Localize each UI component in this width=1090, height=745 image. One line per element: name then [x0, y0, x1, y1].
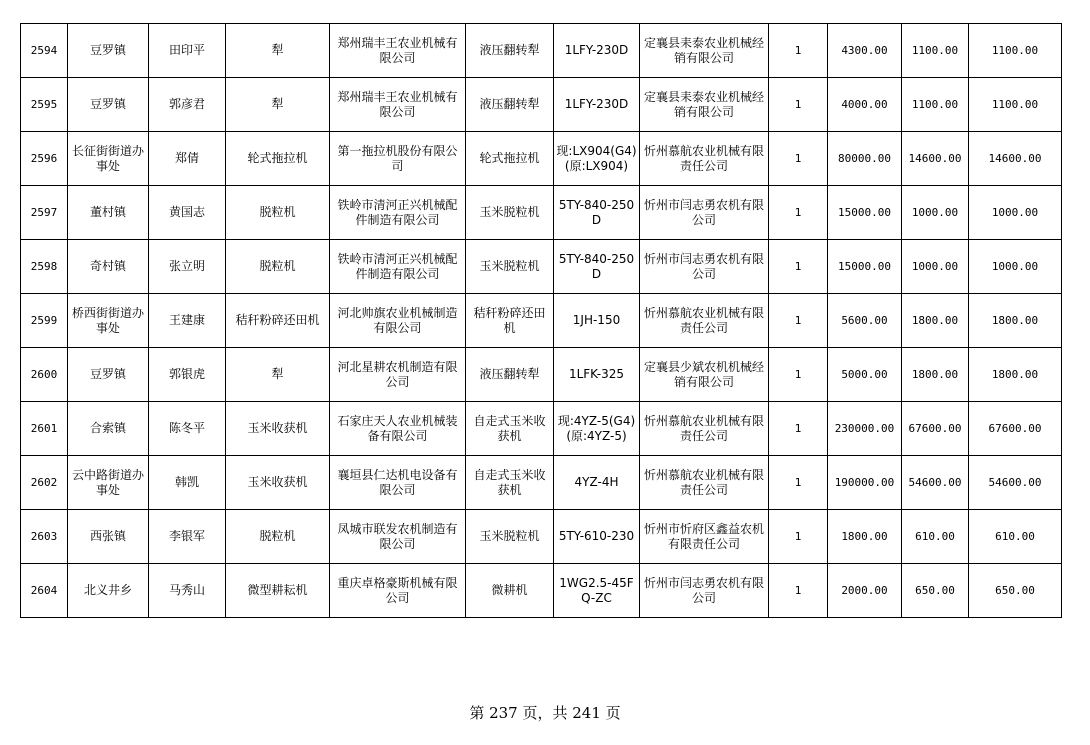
cell-price: 2000.00	[828, 564, 902, 618]
cell-category: 犁	[226, 24, 330, 78]
cell-name: 郑倩	[149, 132, 226, 186]
cell-maker: 襄垣县仁达机电设备有限公司	[330, 456, 466, 510]
table-row	[21, 564, 1062, 618]
table-row	[21, 294, 1062, 348]
cell-item: 玉米脱粒机	[466, 510, 554, 564]
cell-total: 610.00	[969, 510, 1062, 564]
cell-model: 1LFY-230D	[554, 24, 640, 78]
cell-subsidy: 1100.00	[902, 24, 969, 78]
cell-no: 2596	[21, 132, 68, 186]
cell-price: 5000.00	[828, 348, 902, 402]
cell-no: 2597	[21, 186, 68, 240]
cell-qty: 1	[769, 294, 828, 348]
cell-item: 轮式拖拉机	[466, 132, 554, 186]
cell-dealer: 忻州慕航农业机械有限责任公司	[640, 294, 769, 348]
cell-maker: 郑州瑞丰王农业机械有限公司	[330, 78, 466, 132]
cell-no: 2602	[21, 456, 68, 510]
cell-qty: 1	[769, 78, 828, 132]
cell-total: 54600.00	[969, 456, 1062, 510]
table-body	[21, 24, 1062, 618]
table-row	[21, 186, 1062, 240]
cell-qty: 1	[769, 402, 828, 456]
cell-item: 液压翻转犁	[466, 24, 554, 78]
cell-town: 西张镇	[68, 510, 149, 564]
cell-item: 自走式玉米收获机	[466, 402, 554, 456]
cell-no: 2599	[21, 294, 68, 348]
table-row	[21, 240, 1062, 294]
cell-total: 67600.00	[969, 402, 1062, 456]
cell-name: 李银军	[149, 510, 226, 564]
cell-model: 5TY-840-250D	[554, 240, 640, 294]
cell-town: 奇村镇	[68, 240, 149, 294]
cell-subsidy: 650.00	[902, 564, 969, 618]
cell-name: 郭银虎	[149, 348, 226, 402]
cell-price: 15000.00	[828, 240, 902, 294]
cell-qty: 1	[769, 510, 828, 564]
cell-total: 1800.00	[969, 348, 1062, 402]
cell-town: 北义井乡	[68, 564, 149, 618]
cell-model: 现:4YZ-5(G4)(原:4YZ-5)	[554, 402, 640, 456]
cell-town: 豆罗镇	[68, 348, 149, 402]
cell-qty: 1	[769, 132, 828, 186]
cell-town: 合索镇	[68, 402, 149, 456]
cell-name: 陈冬平	[149, 402, 226, 456]
table-row	[21, 132, 1062, 186]
cell-maker: 河北星耕农机制造有限公司	[330, 348, 466, 402]
cell-total: 14600.00	[969, 132, 1062, 186]
cell-qty: 1	[769, 456, 828, 510]
cell-dealer: 忻州市忻府区鑫益农机有限责任公司	[640, 510, 769, 564]
cell-category: 脱粒机	[226, 510, 330, 564]
cell-category: 脱粒机	[226, 240, 330, 294]
cell-subsidy: 14600.00	[902, 132, 969, 186]
cell-subsidy: 1000.00	[902, 186, 969, 240]
cell-price: 4000.00	[828, 78, 902, 132]
table-row	[21, 24, 1062, 78]
cell-category: 玉米收获机	[226, 402, 330, 456]
cell-model: 5TY-840-250D	[554, 186, 640, 240]
cell-item: 玉米脱粒机	[466, 186, 554, 240]
cell-total: 1000.00	[969, 240, 1062, 294]
cell-no: 2595	[21, 78, 68, 132]
cell-model: 1LFY-230D	[554, 78, 640, 132]
table-row	[21, 456, 1062, 510]
cell-category: 脱粒机	[226, 186, 330, 240]
cell-subsidy: 610.00	[902, 510, 969, 564]
cell-price: 190000.00	[828, 456, 902, 510]
cell-item: 微耕机	[466, 564, 554, 618]
cell-qty: 1	[769, 240, 828, 294]
cell-dealer: 定襄县少斌农机机械经销有限公司	[640, 348, 769, 402]
cell-subsidy: 1000.00	[902, 240, 969, 294]
cell-category: 微型耕耘机	[226, 564, 330, 618]
cell-total: 1100.00	[969, 24, 1062, 78]
cell-no: 2598	[21, 240, 68, 294]
cell-maker: 第一拖拉机股份有限公司	[330, 132, 466, 186]
cell-dealer: 忻州慕航农业机械有限责任公司	[640, 402, 769, 456]
cell-qty: 1	[769, 564, 828, 618]
cell-maker: 凤城市联发农机制造有限公司	[330, 510, 466, 564]
cell-dealer: 定襄县耒泰农业机械经销有限公司	[640, 78, 769, 132]
cell-maker: 石家庄天人农业机械装备有限公司	[330, 402, 466, 456]
cell-dealer: 忻州市闫志勇农机有限公司	[640, 240, 769, 294]
cell-subsidy: 1800.00	[902, 348, 969, 402]
cell-qty: 1	[769, 186, 828, 240]
cell-name: 郭彦君	[149, 78, 226, 132]
cell-model: 1JH-150	[554, 294, 640, 348]
cell-item: 液压翻转犁	[466, 348, 554, 402]
cell-item: 自走式玉米收获机	[466, 456, 554, 510]
cell-subsidy: 1100.00	[902, 78, 969, 132]
cell-dealer: 忻州市闫志勇农机有限公司	[640, 186, 769, 240]
cell-total: 1100.00	[969, 78, 1062, 132]
cell-qty: 1	[769, 24, 828, 78]
cell-item: 液压翻转犁	[466, 78, 554, 132]
cell-category: 犁	[226, 78, 330, 132]
cell-dealer: 忻州慕航农业机械有限责任公司	[640, 456, 769, 510]
cell-maker: 铁岭市清河正兴机械配件制造有限公司	[330, 186, 466, 240]
table-row	[21, 78, 1062, 132]
cell-model: 5TY-610-230	[554, 510, 640, 564]
cell-town: 长征街街道办事处	[68, 132, 149, 186]
cell-model: 1WG2.5-45FQ-ZC	[554, 564, 640, 618]
cell-total: 650.00	[969, 564, 1062, 618]
cell-category: 犁	[226, 348, 330, 402]
cell-town: 豆罗镇	[68, 24, 149, 78]
cell-maker: 铁岭市清河正兴机械配件制造有限公司	[330, 240, 466, 294]
cell-no: 2603	[21, 510, 68, 564]
cell-total: 1800.00	[969, 294, 1062, 348]
cell-dealer: 忻州市闫志勇农机有限公司	[640, 564, 769, 618]
cell-subsidy: 54600.00	[902, 456, 969, 510]
cell-maker: 重庆卓格豪斯机械有限公司	[330, 564, 466, 618]
subsidy-table	[20, 23, 1062, 618]
cell-dealer: 忻州慕航农业机械有限责任公司	[640, 132, 769, 186]
cell-town: 董村镇	[68, 186, 149, 240]
cell-no: 2601	[21, 402, 68, 456]
cell-price: 15000.00	[828, 186, 902, 240]
cell-price: 230000.00	[828, 402, 902, 456]
cell-item: 玉米脱粒机	[466, 240, 554, 294]
page-number: 第 237 页，共 241 页	[469, 704, 621, 722]
cell-no: 2594	[21, 24, 68, 78]
cell-category: 秸秆粉碎还田机	[226, 294, 330, 348]
table-row	[21, 510, 1062, 564]
cell-subsidy: 67600.00	[902, 402, 969, 456]
cell-price: 4300.00	[828, 24, 902, 78]
cell-name: 张立明	[149, 240, 226, 294]
cell-town: 云中路街道办事处	[68, 456, 149, 510]
cell-name: 韩凯	[149, 456, 226, 510]
table-row	[21, 402, 1062, 456]
table-row	[21, 348, 1062, 402]
cell-subsidy: 1800.00	[902, 294, 969, 348]
cell-name: 王建康	[149, 294, 226, 348]
cell-town: 豆罗镇	[68, 78, 149, 132]
cell-category: 玉米收获机	[226, 456, 330, 510]
cell-model: 1LFK-325	[554, 348, 640, 402]
cell-maker: 河北帅旗农业机械制造有限公司	[330, 294, 466, 348]
cell-name: 马秀山	[149, 564, 226, 618]
cell-name: 田印平	[149, 24, 226, 78]
cell-total: 1000.00	[969, 186, 1062, 240]
cell-name: 黄国志	[149, 186, 226, 240]
cell-no: 2600	[21, 348, 68, 402]
cell-town: 桥西街街道办事处	[68, 294, 149, 348]
cell-price: 1800.00	[828, 510, 902, 564]
cell-category: 轮式拖拉机	[226, 132, 330, 186]
cell-price: 80000.00	[828, 132, 902, 186]
cell-model: 4YZ-4H	[554, 456, 640, 510]
cell-no: 2604	[21, 564, 68, 618]
cell-qty: 1	[769, 348, 828, 402]
cell-maker: 郑州瑞丰王农业机械有限公司	[330, 24, 466, 78]
cell-price: 5600.00	[828, 294, 902, 348]
cell-item: 秸秆粉碎还田机	[466, 294, 554, 348]
cell-model: 现:LX904(G4)(原:LX904)	[554, 132, 640, 186]
cell-dealer: 定襄县耒泰农业机械经销有限公司	[640, 24, 769, 78]
